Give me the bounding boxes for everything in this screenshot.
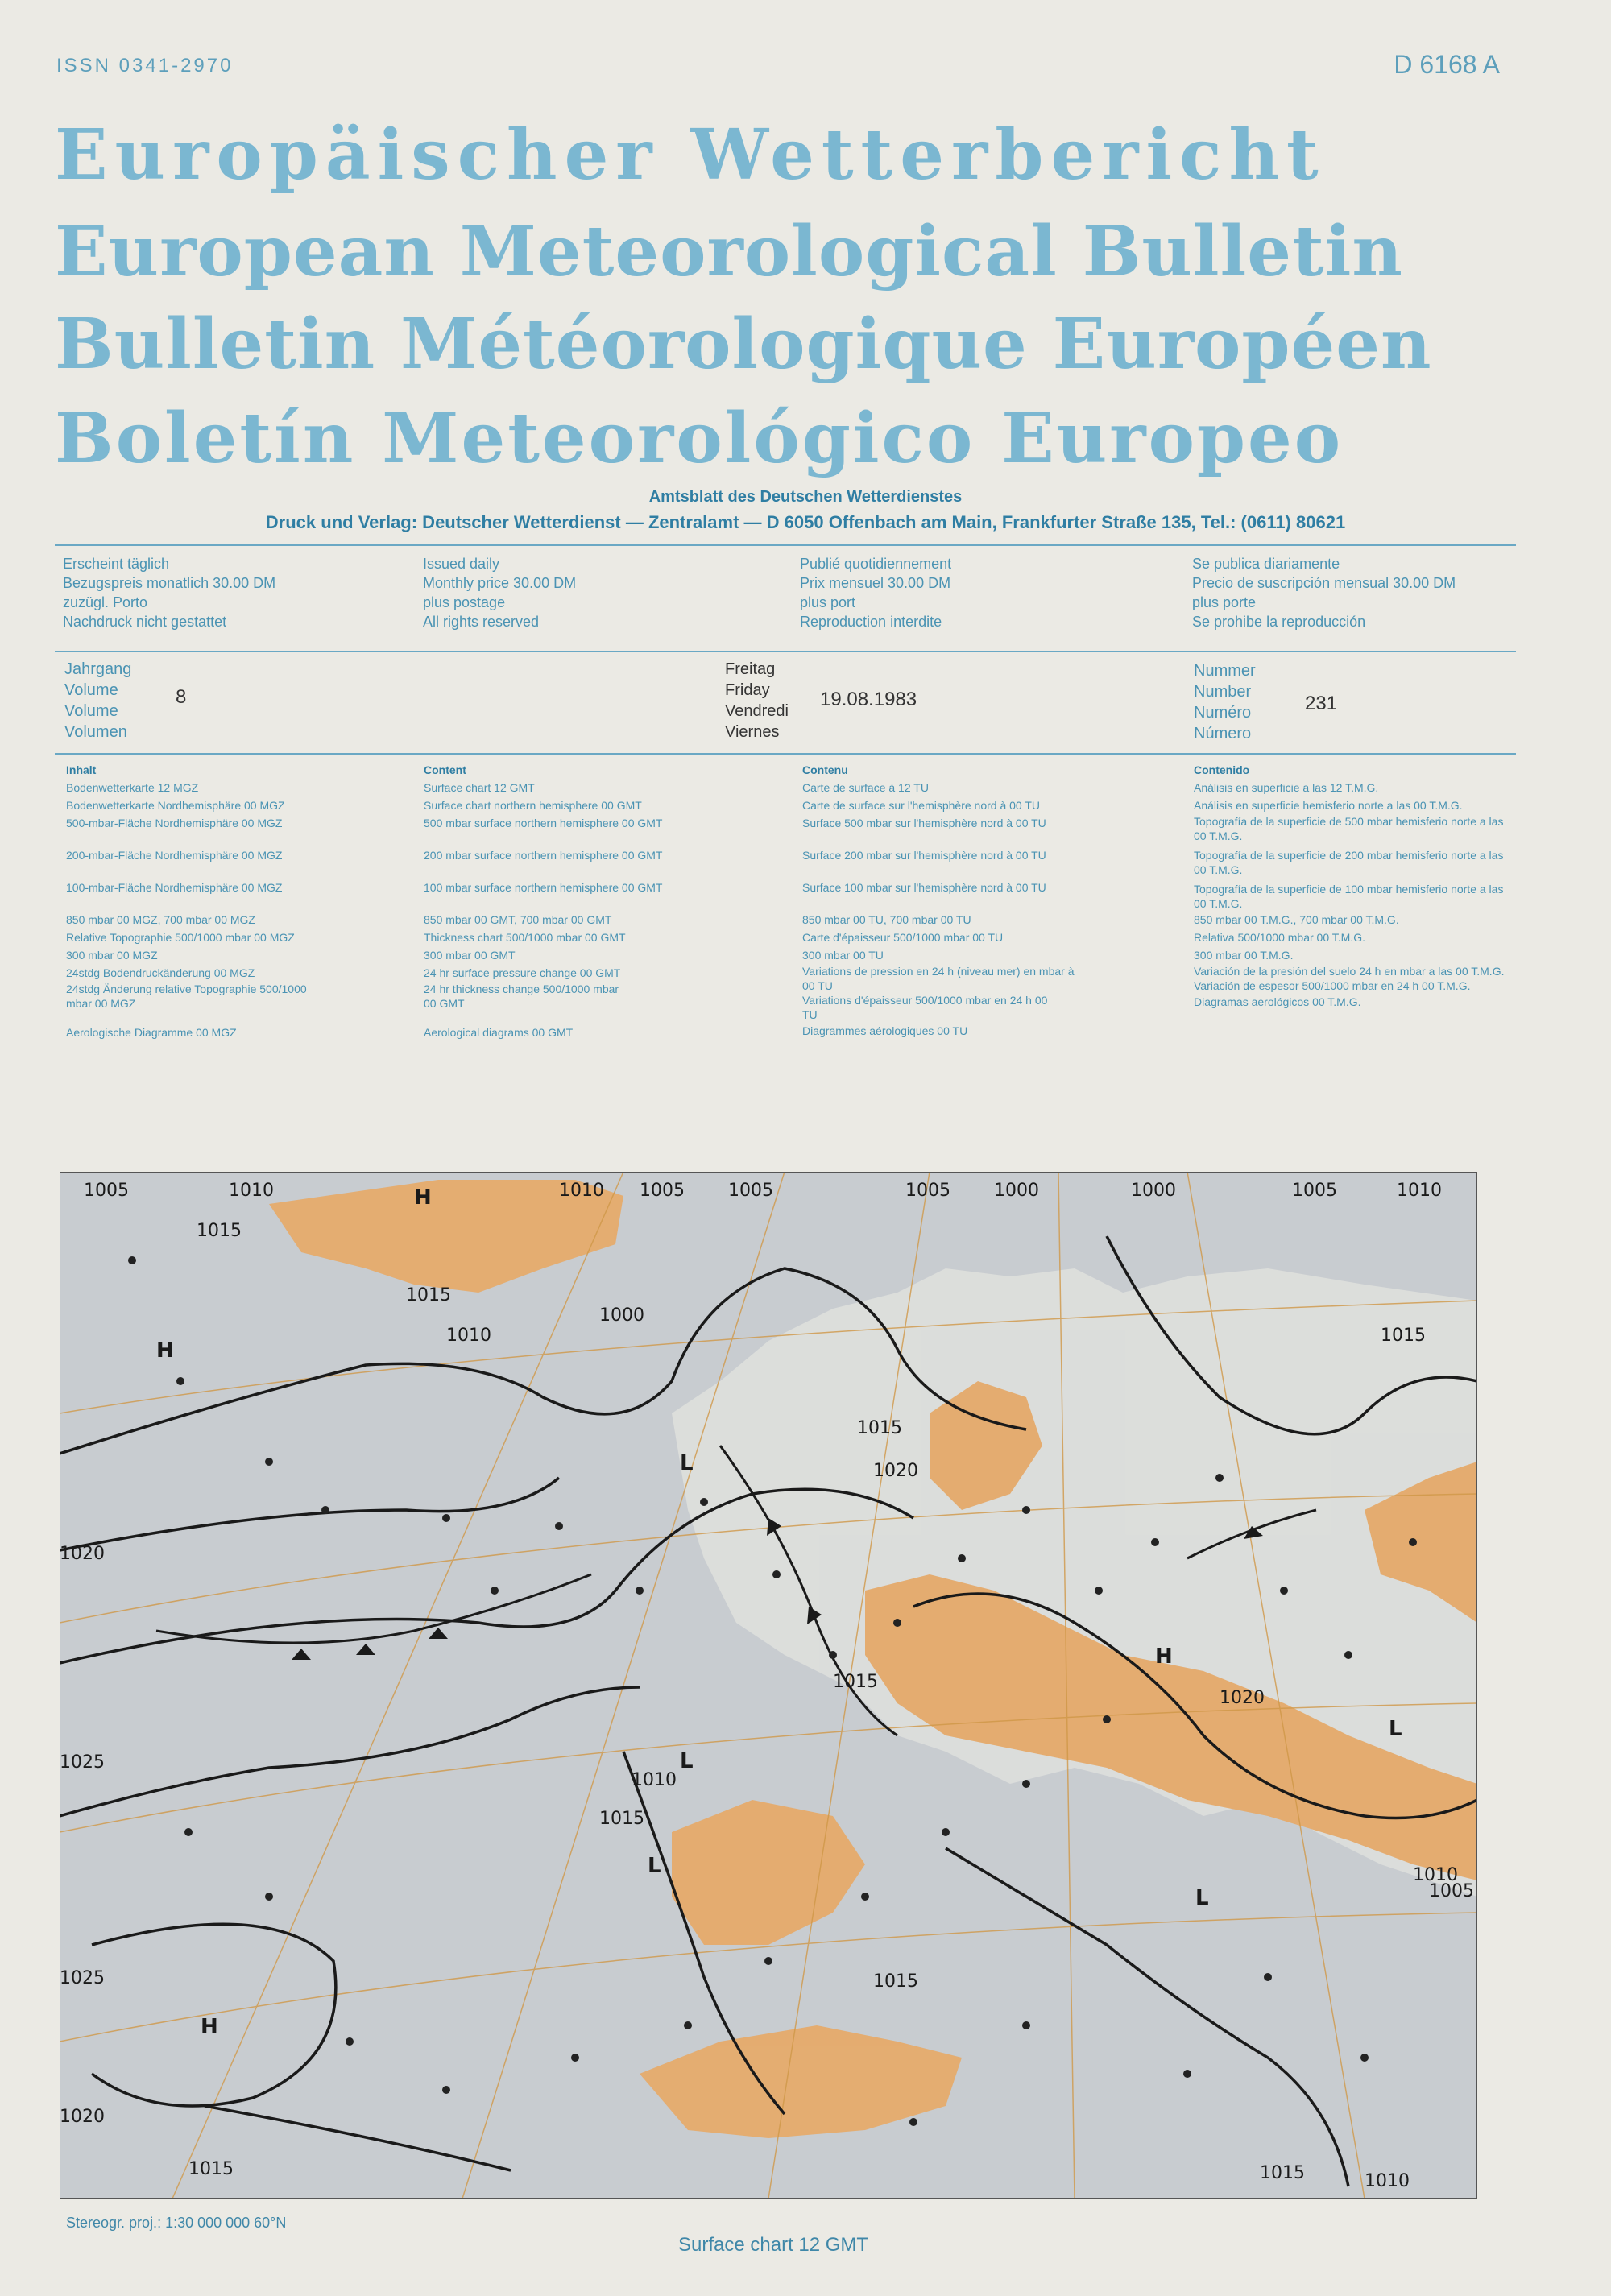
day-labels: Freitag Friday Vendredi Viernes bbox=[725, 660, 789, 741]
isobar-label: 1000 bbox=[1131, 1181, 1176, 1201]
title-spanish: Boletín Meteorológico Europeo bbox=[55, 398, 1344, 479]
isobar-label: 1020 bbox=[60, 1544, 105, 1564]
isobar-label: 1000 bbox=[599, 1305, 644, 1326]
title-english: European Meteorological Bulletin bbox=[55, 211, 1403, 292]
isobar-label: 1020 bbox=[873, 1461, 918, 1481]
isobar-label: 1005 bbox=[640, 1181, 685, 1201]
high-center: H bbox=[414, 1185, 432, 1210]
low-center: L bbox=[648, 1854, 661, 1878]
number-labels: Nummer Number Numéro Número bbox=[1194, 662, 1256, 743]
title-german: Europäischer Wetterbericht bbox=[55, 114, 1326, 196]
contents-german: Inhalt Bodenwetterkarte 12 MGZ Bodenwetterkarte Nordhemisphäre 00 MGZ 500-mbar-Fläche Nordhemisphäre 00 MGZ 200-mbar-Fläche Nordhemisphäre 00 MGZ 100-mbar-Fläche Nordhemisphäre 00 MGZ 850 mbar 00 MGZ, 700 mbar 00 MGZ Relative Topographie 500/1000 mbar 00 MGZ 300 mbar 00 MGZ 24stdg Bodendruckänderung 00 MGZ 24stdg Änderung relative Topographie 500/1000 mbar 00 MGZ Aerologische Diagramme 00 MGZ bbox=[66, 763, 307, 1039]
isobar-label: 1010 bbox=[229, 1181, 274, 1201]
isobar-label: 1015 bbox=[1381, 1326, 1426, 1346]
isobar-label: 1015 bbox=[406, 1285, 451, 1305]
volume-number: 8 bbox=[176, 686, 187, 708]
isobar-label: 1010 bbox=[632, 1770, 677, 1790]
isobar-label: 1005 bbox=[728, 1181, 773, 1201]
publication-code: D 6168 A bbox=[1394, 50, 1500, 79]
volume-labels: Jahrgang Volume Volume Volumen bbox=[64, 660, 132, 741]
subscription-french: Publié quotidiennement Prix mensuel 30.00 DM plus port Reproduction interdite bbox=[800, 556, 952, 630]
isobar-label: 1020 bbox=[1220, 1688, 1265, 1708]
isobar-label: 1015 bbox=[1260, 2163, 1305, 2183]
isobar-label: 1020 bbox=[60, 2107, 105, 2127]
isobar-label: 1015 bbox=[188, 2159, 234, 2179]
low-center: L bbox=[680, 1451, 694, 1475]
issue-date: 19.08.1983 bbox=[820, 689, 917, 710]
rule-top bbox=[55, 544, 1516, 546]
isobar-label: 1010 bbox=[1413, 1865, 1458, 1885]
rule-bottom bbox=[55, 753, 1516, 755]
subscription-spanish: Se publica diariamente Precio de suscripción mensual 30.00 DM plus porte Se prohibe la reproducción bbox=[1192, 556, 1456, 630]
publisher-line2: Druck und Verlag: Deutscher Wetterdienst — Zentralamt — D 6050 Offenbach am Main, Frankfurter Straße 135, Tel.: (0611) 80621 bbox=[265, 512, 1346, 532]
surface-weather-chart bbox=[60, 1172, 1477, 2199]
rule-mid bbox=[55, 651, 1516, 652]
subscription-english: Issued daily Monthly price 30.00 DM plus postage All rights reserved bbox=[423, 556, 577, 630]
isobar-label: 1005 bbox=[1429, 1881, 1474, 1901]
high-center: H bbox=[156, 1338, 174, 1363]
isobar-label: 1015 bbox=[197, 1221, 242, 1241]
isobar-label: 1015 bbox=[857, 1418, 902, 1438]
low-center: L bbox=[680, 1749, 694, 1773]
high-center: H bbox=[201, 2015, 218, 2039]
contents-french: Contenu Carte de surface à 12 TU Carte de surface sur l'hemisphère nord à 00 TU Surface 500 mbar sur l'hemisphère nord à 00 TU Surface 200 mbar sur l'hemisphère nord à 00 TU Surface 100 mbar sur l'hemisphère nord à 00 TU 850 mbar 00 TU, 700 mbar 00 TU Carte d'épaisseur 500/1000 mbar 00 TU 300 mbar 00 TU Variations de pression en 24 h (niveau mer) en mbar à 00 TU Variations d'épaisseur 500/1000 mbar en 24 h 00 TU Diagrammes aérologiques 00 TU bbox=[802, 763, 1075, 1037]
isobar-label: 1005 bbox=[905, 1181, 950, 1201]
isobar-label: 1025 bbox=[60, 1752, 105, 1773]
subscription-german: Erscheint täglich Bezugspreis monatlich 30.00 DM zuzügl. Porto Nachdruck nicht gestattet bbox=[63, 556, 276, 630]
issue-number: 231 bbox=[1305, 693, 1338, 714]
contents-spanish: Contenido Análisis en superficie a las 12 T.M.G. Análisis en superficie hemisferio norte a las 00 T.M.G. Topografía de la superficie de 500 mbar hemisferio norte a las 00 T.M.G. Topografía de la superficie de 200 mbar hemisferio norte a las 00 T.M.G. Topografía de la superficie de 100 mbar hemisferio norte a las 00 T.M.G. 850 mbar 00 T.M.G., 700 mbar 00 T.M.G. Relativa 500/1000 mbar 00 T.M.G. 300 mbar 00 T.M.G. Variación de la presión del suelo 24 h en mbar a las 00 T.M.G. Variación de espesor 500/1000 mbar en 24 h 00 T.M.G. Diagramas aerológicos 00 T.M.G. bbox=[1194, 763, 1505, 1008]
isobar-label: 1000 bbox=[994, 1181, 1039, 1201]
isobar-label: 1015 bbox=[833, 1672, 878, 1692]
isobar-label: 1015 bbox=[873, 1971, 918, 1992]
isobar-label: 1010 bbox=[1365, 2171, 1410, 2191]
isobar-label: 1005 bbox=[1292, 1181, 1337, 1201]
isobar-label: 1005 bbox=[84, 1181, 129, 1201]
title-french: Bulletin Météorologique Européen bbox=[55, 304, 1432, 385]
projection-note: Stereogr. proj.: 1:30 000 000 60°N bbox=[66, 2215, 287, 2231]
publisher-line1: Amtsblatt des Deutschen Wetterdienstes bbox=[648, 488, 963, 506]
high-center: H bbox=[1155, 1644, 1173, 1669]
issn-number: ISSN 0341-2970 bbox=[56, 55, 234, 77]
contents-english: Content Surface chart 12 GMT Surface chart northern hemisphere 00 GMT 500 mbar surface northern hemisphere 00 GMT 200 mbar surface northern hemisphere 00 GMT 100 mbar surface northern hemisphere 00 GMT 850 mbar 00 GMT, 700 mbar 00 GMT Thickness chart 500/1000 mbar 00 GMT 300 mbar 00 GMT 24 hr surface pressure change 00 GMT 24 hr thickness change 500/1000 mbar 00 GMT Aerological diagrams 00 GMT bbox=[424, 763, 663, 1039]
low-center: L bbox=[1389, 1717, 1402, 1741]
isobar-label: 1015 bbox=[599, 1809, 644, 1829]
isobar-label: 1025 bbox=[60, 1968, 105, 1988]
low-center: L bbox=[1195, 1886, 1209, 1910]
isobar-label: 1010 bbox=[559, 1181, 604, 1201]
chart-caption: Surface chart 12 GMT bbox=[678, 2234, 869, 2256]
isobar-label: 1010 bbox=[1397, 1181, 1442, 1201]
isobar-label: 1010 bbox=[446, 1326, 491, 1346]
